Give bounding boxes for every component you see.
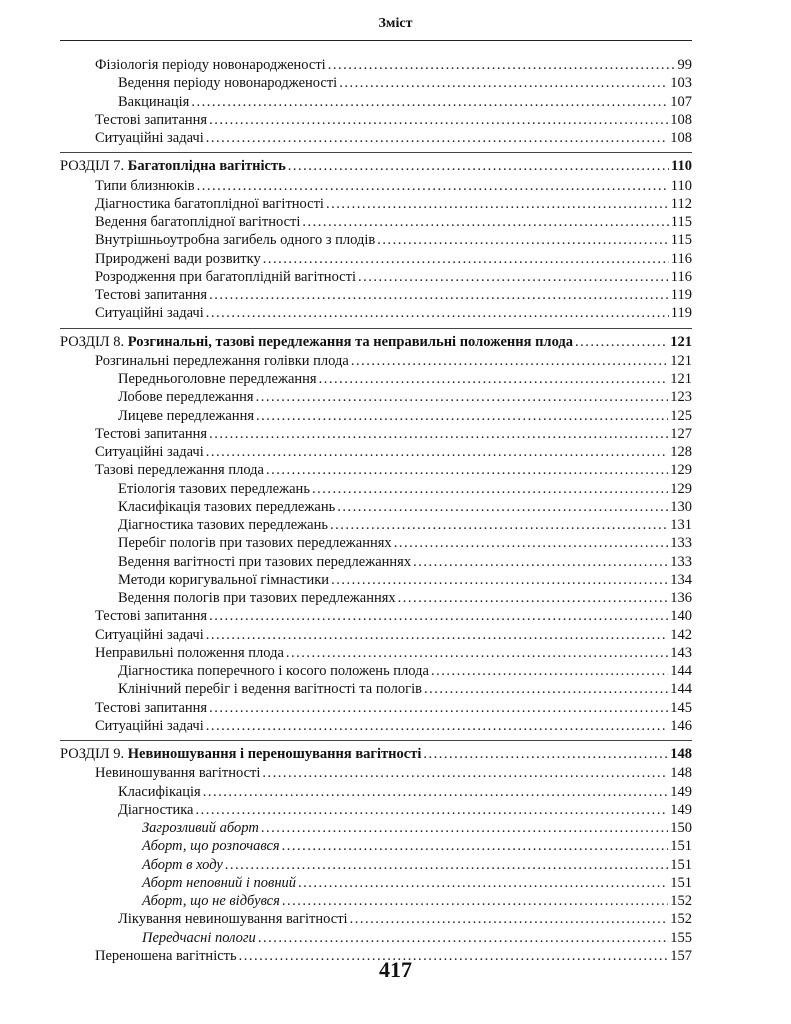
dot-leader [256,388,669,406]
dot-leader [256,407,668,425]
dot-leader [206,626,669,644]
toc-entry-text: Загрозливий аборт [142,820,259,836]
dot-leader [203,783,669,801]
toc-entry-title [95,250,261,268]
toc-page-number: 148 [670,765,692,782]
toc-page-number: 145 [670,699,692,716]
toc-page-number: 146 [670,717,692,734]
toc-entry-title [118,370,317,388]
dot-leader [266,461,668,479]
toc-page-number: 133 [670,553,692,570]
toc-entry-text: Невиношування вагітності [95,765,261,782]
toc-entry-text: Класифікація [118,783,201,800]
toc-entry-text: Внутрішньоутробна загибель одного з плодів [95,232,376,249]
toc-page-number: 110 [671,158,692,175]
toc-entry-text: Ситуаційні задачі [95,444,204,460]
dot-leader [282,837,669,855]
toc-entry-text: Тестові запитання [95,111,208,128]
toc-entry-text: Клінічний перебіг і ведення вагітності та пологів [118,681,422,698]
toc-entry[interactable] [95,250,692,268]
toc-entry-title [95,129,204,147]
toc-entry-text: Лобове передлежання [118,389,254,406]
toc-entry-title [118,74,337,92]
dot-leader [191,93,668,111]
toc-entry[interactable] [118,680,692,698]
dot-leader [575,333,668,351]
dot-leader [431,662,668,680]
toc-entry-title [95,286,207,304]
toc-entry-text: Лицеве передлежання [118,407,254,424]
toc-page-number: 144 [670,681,692,698]
toc-entry[interactable] [95,764,692,782]
toc-entry-text: Діагностика тазових передлежань [118,517,328,533]
toc-entry-text: Тестові запитання [95,608,208,625]
dot-leader [358,268,669,286]
dot-leader [298,874,668,892]
toc-entry-text: Ситуаційні задачі [95,626,204,643]
toc-page-number: 116 [670,250,692,267]
toc-page-number: 133 [670,535,692,552]
toc-entry[interactable] [95,213,692,231]
toc-entry[interactable] [118,407,692,425]
toc-entry-text: Ситуаційні задачі [95,305,204,322]
toc-entry-title [95,177,195,195]
chapter-label: РОЗДІЛ 7. [60,158,128,175]
toc-entry-text: Аборт, що не відбувся [142,893,280,909]
toc-entry[interactable] [118,801,692,819]
toc-entry-text: Аборт неповний і повний [142,874,297,891]
dot-leader [326,195,669,213]
toc-page-number: 149 [670,783,692,800]
toc-entry[interactable] [95,352,692,370]
toc-entry-title [118,480,310,498]
toc-entry-text: Передчасні пологи [142,929,256,946]
toc-entry[interactable] [142,874,692,892]
toc-entry-title [95,607,207,625]
toc-entry-title [95,644,284,662]
dot-leader [413,553,668,571]
toc-entry-title [118,910,348,928]
toc-page-number: 151 [670,856,692,873]
toc-page-number: 140 [670,608,692,625]
dot-leader [350,910,669,928]
toc-page-number: 152 [670,911,692,928]
toc-entry-title [95,425,207,443]
toc-entry[interactable] [95,111,692,129]
toc-page-number: 151 [670,874,692,891]
toc-entry-title [95,352,349,370]
toc-entry[interactable] [118,571,692,589]
toc-entry-title [118,93,189,111]
toc-entry[interactable] [95,129,692,147]
toc-entry-title [95,764,260,782]
toc-entry[interactable] [118,534,692,552]
toc-entry-title [118,407,254,425]
toc-page-number: 123 [670,389,692,406]
dot-leader [328,56,676,74]
toc-page-number: 152 [670,893,692,909]
toc-page-number: 127 [670,425,692,442]
toc-page-number: 129 [670,480,692,497]
toc-page-number: 125 [670,407,692,424]
toc-entry-text: Ведення вагітності при тазових передлежаннях [118,553,412,570]
toc-entry[interactable] [118,498,692,516]
toc-entry-title [118,516,328,534]
dot-leader [258,929,668,947]
toc-page-number: 136 [670,590,692,606]
toc-entry-title [118,589,396,607]
section-divider [60,328,692,329]
toc-entry-text: Вакцинація [118,93,190,110]
toc-page-number: 99 [677,57,692,73]
toc-page-number: 107 [670,93,692,110]
toc-entry-text: Лікування невиношування вагітності [118,911,348,928]
toc-entry-text: Методи коригувальної гімнастики [118,571,330,588]
toc-entry-title [95,56,326,74]
toc-entry-title [95,231,375,249]
dot-leader [206,717,669,735]
toc-page-number: 155 [670,929,692,946]
toc-entry[interactable] [142,892,692,910]
toc-entry-text: Етіологія тазових передлежань [118,480,310,497]
toc-entry[interactable] [95,626,692,644]
chapter-label: РОЗДІЛ 9. [60,746,128,762]
toc-entry[interactable] [118,93,692,111]
toc-entry-text: Невиношування і переношування вагітності [127,746,422,762]
toc-entry[interactable] [118,480,692,498]
toc-entry-title [95,195,324,213]
dot-leader [398,589,669,607]
toc-page-number: 143 [670,644,692,661]
toc-entry-title [118,662,429,680]
toc-page-number: 115 [670,232,692,249]
toc-entry-text: Природжені вади розвитку [95,250,261,267]
toc-entry[interactable] [95,56,692,74]
toc-entry-text: Фізіологія періоду новонародженості [95,57,326,73]
dot-leader [377,231,669,249]
toc-entry[interactable] [142,819,692,837]
toc-entry-text: Аборт, що розпочався [142,838,280,855]
toc-entry[interactable] [118,516,692,534]
toc-entry-title [95,213,300,231]
toc-entry[interactable] [95,607,692,625]
toc-entry[interactable] [118,910,692,928]
dot-leader [195,801,668,819]
toc-entry[interactable] [118,589,692,607]
toc-entry-title [142,892,280,910]
toc-entry-text: Типи близнюків [95,177,195,194]
toc-entry-text: Ведення періоду новонародженості [118,75,338,92]
toc-entry-text: Переношена вагітність [95,947,237,964]
toc-page-number: 142 [670,626,692,643]
toc-page-number: 144 [670,663,692,679]
toc-page-number: 129 [670,462,692,479]
dot-leader [337,498,668,516]
toc-entry-title [95,626,204,644]
toc-entry-title [142,874,296,892]
toc-entry-text: Ведення багатоплідної вагітності [95,214,301,230]
toc-entry-title [60,745,421,763]
toc-page-number: 119 [670,305,692,322]
toc-entry-title [95,717,204,735]
toc-chapter-entry[interactable] [60,157,692,175]
header-rule [60,40,692,41]
toc-entry-text: Діагностика багатоплідної вагітності [95,195,324,212]
toc-page-number: 116 [670,268,692,285]
toc-page-number: 121 [670,352,692,369]
dot-leader [424,680,668,698]
toc-entry-title [95,443,204,461]
toc-page-number: 115 [670,214,692,230]
toc-entry[interactable] [142,929,692,947]
toc-entry[interactable] [95,304,692,322]
toc-entry[interactable] [95,286,692,304]
toc-entry-text: Тестові запитання [95,425,208,442]
dot-leader [263,250,669,268]
toc-page-number: 110 [670,177,692,194]
dot-leader [209,286,669,304]
dot-leader [262,764,668,782]
toc-entry-title [118,571,329,589]
page-number: 417 [379,957,412,982]
dot-leader [209,699,668,717]
section-divider [60,152,692,153]
toc-entry-title [118,553,411,571]
toc-entry-text: Аборт в ходу [142,856,223,873]
dot-leader [209,425,668,443]
toc-entry-title [118,680,422,698]
toc-entry[interactable] [95,461,692,479]
toc-entry-text: Діагностика поперечного і косого положень плода [118,663,429,679]
toc-entry-title [142,929,256,947]
toc-page-number: 108 [670,130,692,146]
dot-leader [423,745,668,763]
section-divider [60,740,692,741]
toc-page-number: 130 [670,498,692,515]
toc-entry[interactable] [95,425,692,443]
toc-entry-title [95,304,204,322]
toc-page-number: 157 [670,947,692,964]
dot-leader [286,644,668,662]
toc-entry-text: Розгинальні передлежання голівки плода [95,352,349,369]
toc-entry-title [118,801,193,819]
toc-page-number: 128 [670,444,692,460]
dot-leader [330,516,668,534]
toc-page-number: 148 [670,746,692,762]
toc-entry-title [142,837,280,855]
toc-entry-title [142,819,259,837]
toc-entry-text: Неправильні положення плода [95,644,284,661]
toc-entry[interactable] [118,388,692,406]
dot-leader [302,213,668,231]
dot-leader [197,177,669,195]
toc-entry-text: Класифікація тазових передлежань [118,498,336,515]
toc-entry-title [95,461,264,479]
toc-entry-title [95,268,356,286]
toc-entry-text: Ситуаційні задачі [95,717,204,734]
toc-entry[interactable] [142,856,692,874]
toc-chapter-entry[interactable] [60,333,692,351]
toc-entry-text: Передньоголовне передлежання [118,371,317,387]
toc-entry-text: Розродження при багатоплідній вагітності [95,268,356,285]
toc-page-number: 121 [670,333,692,350]
dot-leader [312,480,668,498]
dot-leader [206,304,669,322]
toc-entry-text: Ситуаційні задачі [95,130,204,146]
toc-chapter-entry[interactable] [60,745,692,763]
toc-page-number: 149 [670,801,692,818]
toc-entry-title [95,699,207,717]
toc-page-number: 103 [670,75,692,92]
toc-entry-title [118,498,335,516]
toc-entry-title [60,157,286,175]
dot-leader [331,571,668,589]
toc-entry-title [60,333,573,351]
toc-entry-title [142,856,223,874]
toc-page-number: 150 [670,820,692,836]
toc-entry[interactable] [118,553,692,571]
toc-page-number: 108 [670,111,692,128]
toc-entry[interactable] [95,231,692,249]
toc-entry-title [118,534,392,552]
toc-page-number: 119 [670,287,692,303]
dot-leader [394,534,669,552]
dot-leader [319,370,669,388]
toc-entry-text: Тестові запитання [95,287,208,303]
toc-entry[interactable] [95,177,692,195]
toc-page-number: 134 [670,571,692,588]
toc-page-number: 151 [670,838,692,855]
toc-entry[interactable] [95,443,692,461]
toc-entry-title [95,111,207,129]
toc-entry[interactable] [118,74,692,92]
toc-entry[interactable] [95,699,692,717]
dot-leader [261,819,668,837]
toc-page-number: 121 [670,371,692,387]
toc-entry[interactable] [142,837,692,855]
toc-entry-title [118,783,201,801]
toc-entry-text: Тестові запитання [95,699,208,716]
dot-leader [288,157,669,175]
dot-leader [206,443,669,461]
dot-leader [282,892,668,910]
toc-entry[interactable] [118,783,692,801]
dot-leader [351,352,668,370]
toc-entry-text: Перебіг пологів при тазових передлежаннях [118,535,392,552]
toc-entry[interactable] [118,662,692,680]
toc-entry-title [118,388,254,406]
toc-page-number: 131 [670,517,692,533]
dot-leader [206,129,669,147]
toc-entry[interactable] [95,195,692,213]
toc-entry-text: Тазові передлежання плода [95,462,264,479]
dot-leader [209,607,668,625]
dot-leader [225,856,668,874]
toc-entry-text: Багатоплідна вагітність [127,158,286,175]
toc-entry[interactable] [95,268,692,286]
toc-entry-text: Діагностика [118,801,194,818]
toc-entry[interactable] [95,644,692,662]
chapter-label: РОЗДІЛ 8. [60,333,128,350]
toc-entry-text: Ведення пологів при тазових передлежаннях [118,590,396,606]
toc-page-number: 112 [670,195,692,212]
toc-entry[interactable] [95,717,692,735]
toc-entry-text: Розгинальні, тазові передлежання та неправильні положення плода [127,333,573,350]
running-header: Зміст [378,16,413,31]
dot-leader [209,111,668,129]
toc-entry[interactable] [118,370,692,388]
dot-leader [339,74,668,92]
